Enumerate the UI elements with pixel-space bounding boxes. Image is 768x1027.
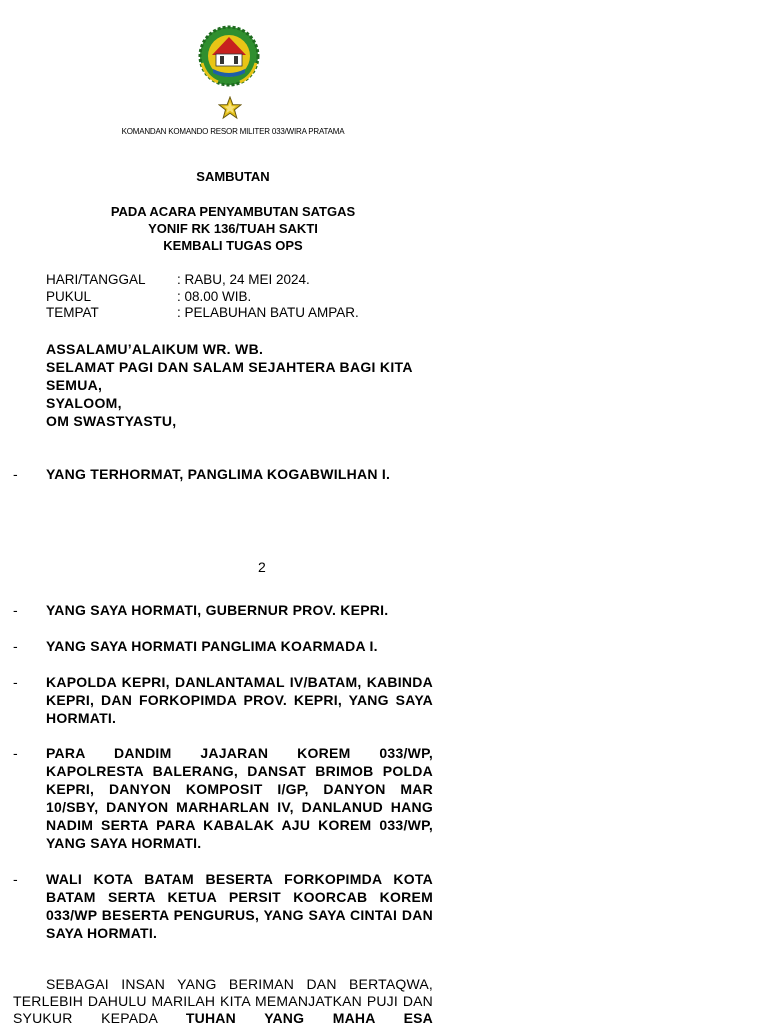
salutation-item bbox=[13, 465, 433, 483]
event-info-row bbox=[46, 289, 359, 306]
document-title: SAMBUTAN bbox=[196, 169, 270, 184]
regional-coat-of-arms-icon bbox=[198, 25, 260, 87]
salutation-text: YANG SAYA HORMATI PANGLIMA KOARMADA I. bbox=[46, 638, 378, 654]
page-number: 2 bbox=[258, 559, 266, 575]
greeting-line: ASSALAMU’ALAIKUM WR. WB. bbox=[46, 341, 264, 357]
dash-marker: - bbox=[13, 638, 18, 654]
dash-marker: - bbox=[13, 602, 18, 618]
greeting-line: OM SWASTYASTU, bbox=[46, 413, 177, 429]
info-label: TEMPAT bbox=[46, 305, 99, 320]
closing-paragraph bbox=[13, 976, 433, 1027]
salutation-item bbox=[13, 637, 433, 655]
greeting-line: SYALOOM, bbox=[46, 395, 122, 411]
dash-marker: - bbox=[13, 674, 18, 690]
info-value: : PELABUHAN BATU AMPAR. bbox=[177, 305, 359, 320]
info-label: HARI/TANGGAL bbox=[46, 272, 146, 287]
info-value: : RABU, 24 MEI 2024. bbox=[177, 272, 310, 287]
event-info-row bbox=[46, 272, 359, 289]
salutation-text: PARA DANDIM JAJARAN KOREM 033/WP, KAPOLRESTA BALERANG, DANSAT BRIMOB POLDA KEPRI, DANYON KOMPOSIT I/GP, DANYON MAR 10/SBY, DANYON MARHARLAN IV, DANLANUD HANG NADIM SERTA PARA KABALAK AJU KOREM 033/WP, YANG SAYA HORMATI. bbox=[46, 745, 433, 851]
salutation-item bbox=[13, 744, 433, 852]
info-value: : 08.00 WIB. bbox=[177, 288, 252, 304]
event-info bbox=[46, 272, 359, 322]
salutation-text: KAPOLDA KEPRI, DANLANTAMAL IV/BATAM, KABINDA KEPRI, DAN FORKOPIMDA PROV. KEPRI, YANG SAYA HORMATI. bbox=[46, 674, 433, 726]
salutation-text: YANG SAYA HORMATI, GUBERNUR PROV. KEPRI. bbox=[46, 602, 389, 618]
salutation-item bbox=[13, 870, 433, 942]
subtitle-line-1: PADA ACARA PENYAMBUTAN SATGAS bbox=[110, 204, 356, 219]
closing-bold-text: TUHAN YANG MAHA ESA bbox=[185, 1010, 433, 1026]
event-info-row bbox=[46, 305, 359, 322]
greetings bbox=[46, 340, 456, 430]
closing-text: SEBAGAI INSAN YANG BERIMAN DAN BERTAQWA, TERLEBIH DAHULU MARILAH KITA MEMANJATKAN PUJI DAN SYUKUR KEPADA bbox=[13, 976, 433, 1026]
commander-title: KOMANDAN KOMANDO RESOR MILITER 033/WIRA PRATAMA bbox=[121, 127, 345, 136]
subtitle-line-3: KEMBALI TUGAS OPS bbox=[163, 238, 303, 253]
dash-marker: - bbox=[13, 466, 18, 482]
dash-marker: - bbox=[13, 745, 18, 761]
gold-star-icon bbox=[218, 96, 242, 120]
salutation-item bbox=[13, 673, 433, 727]
info-label: PUKUL bbox=[46, 288, 92, 304]
salutation-item bbox=[13, 601, 433, 619]
salutation-text: WALI KOTA BATAM BESERTA FORKOPIMDA KOTA BATAM SERTA KETUA PERSIT KOORCAB KOREM 033/WP BESERTA PENGURUS, YANG SAYA CINTAI DAN SAYA HORMATI. bbox=[46, 871, 433, 941]
dash-marker: - bbox=[13, 871, 18, 887]
greeting-line: SELAMAT PAGI DAN SALAM SEJAHTERA BAGI KITA SEMUA, bbox=[46, 359, 413, 393]
subtitle-line-2: YONIF RK 136/TUAH SAKTI bbox=[148, 221, 318, 236]
salutation-text: YANG TERHORMAT, PANGLIMA KOGABWILHAN I. bbox=[46, 466, 391, 482]
